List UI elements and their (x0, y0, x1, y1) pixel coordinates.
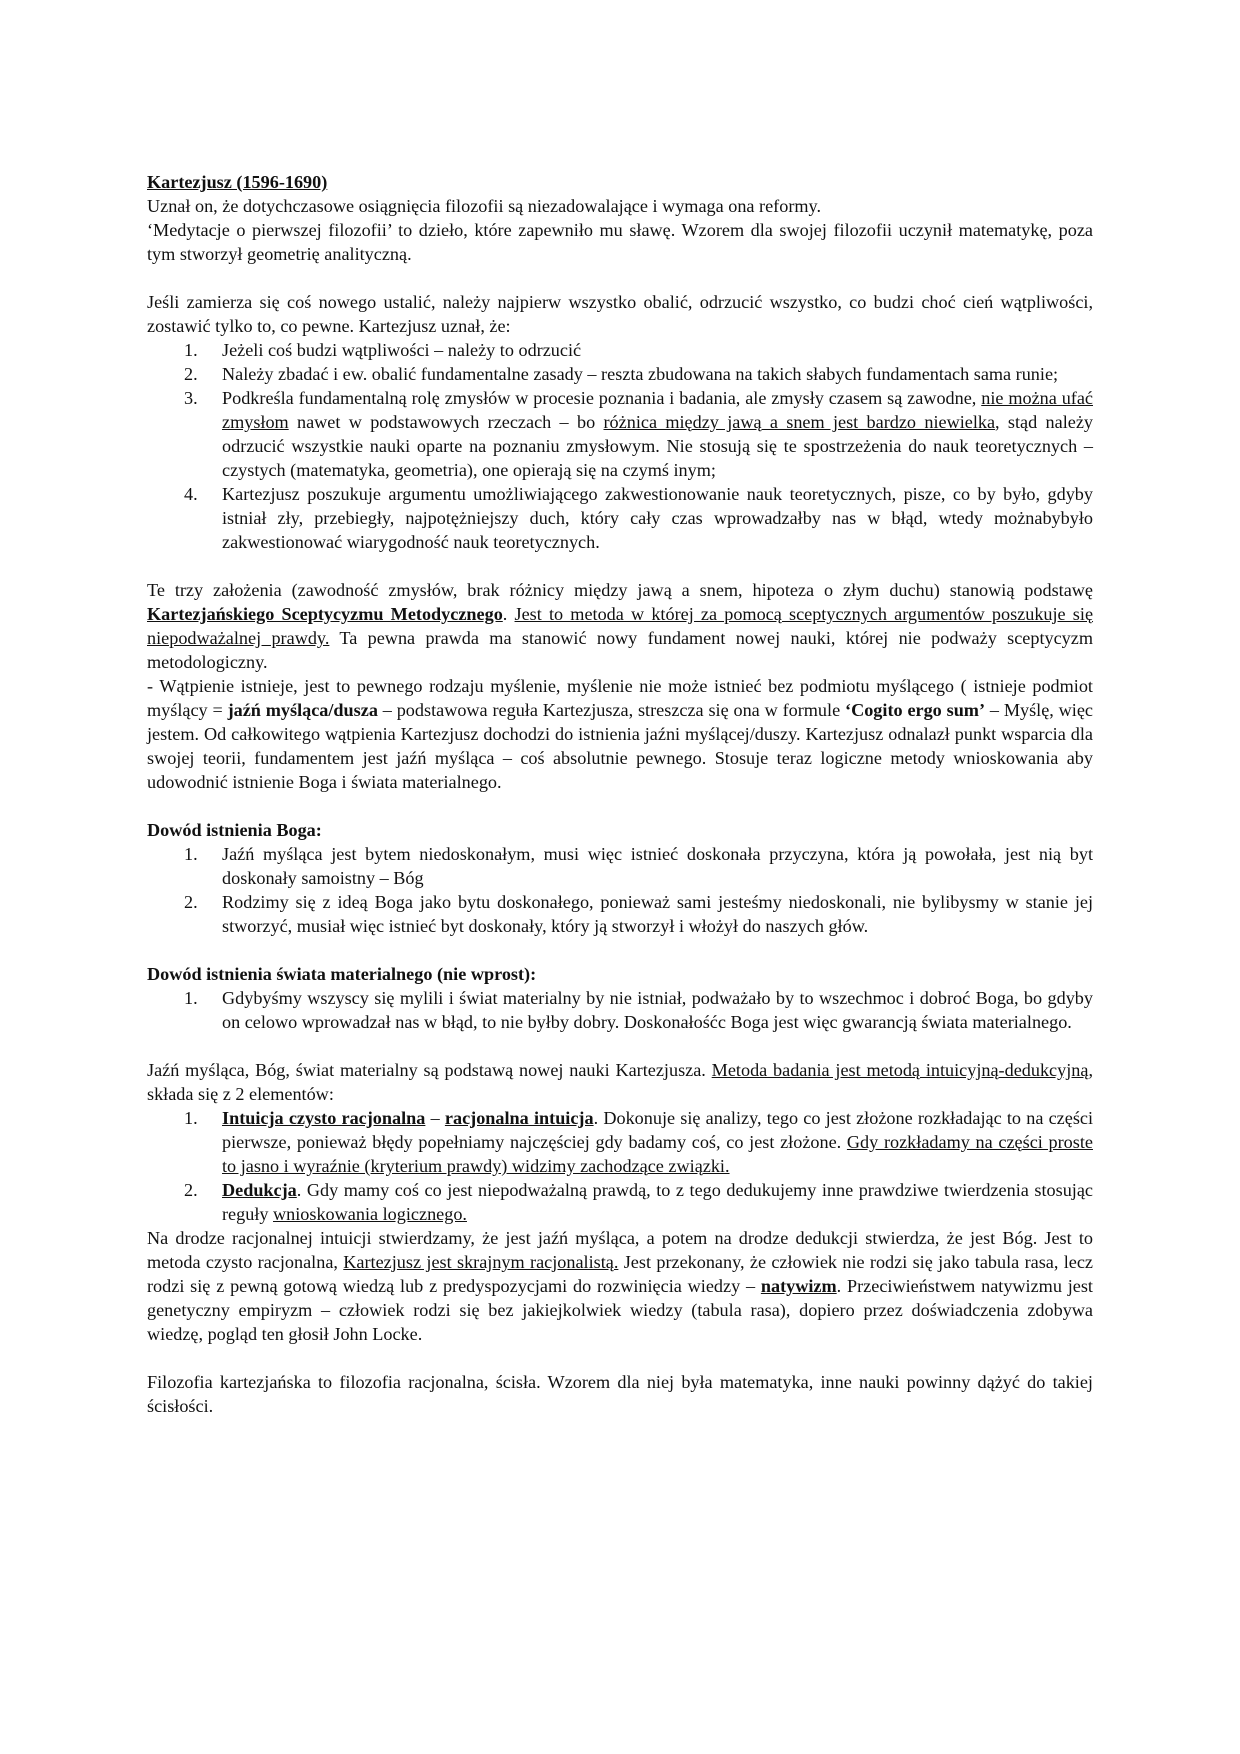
spacer (147, 794, 1093, 818)
spacer (147, 1346, 1093, 1370)
underlined-phrase: nie można ufać zmysłom (222, 388, 1093, 432)
god-proof-heading: Dowód istnienia Boga: (147, 820, 322, 840)
list-number: 2. (184, 892, 198, 912)
method-list (147, 1106, 1093, 1226)
text-run: Ta pewna prawda ma stanowić nowy fundament nowej nauki, której nie podważy sceptycyzm metodologiczny. (147, 628, 1093, 672)
list-item-text: Należy zbadać i ew. obalić fundamentalne zasady – reszta zbudowana na takich słabych fundamentach sama runie; (222, 364, 1059, 384)
list-item (147, 1106, 1093, 1178)
list-item-text: Jaźń myśląca jest bytem niedoskonałym, musi więc istnieć doskonała przyczyna, która ją powołała, jest nią byt doskonały samoistny – Bóg (222, 844, 1093, 888)
cogito-paragraph (147, 674, 1093, 794)
list-item-text: , stąd należy odrzucić wszystkie nauki oparte na poznaniu zmysłowym. Nie stosują się te spostrzeżenia do nauk teoretycznych – czystych (matematyka, geometria), one opierają się na czymś inym; (222, 412, 1093, 480)
list-number: 3. (184, 388, 198, 408)
list-item (147, 1178, 1093, 1226)
underlined-phrase: wnioskowania logicznego. (273, 1204, 467, 1224)
list-item (147, 482, 1093, 554)
god-proof-list (147, 842, 1093, 938)
underlined-phrase: różnica między jawą a snem jest bardzo niewielka (603, 412, 996, 432)
list-item-text: Kartezjusz poszukuje argumentu umożliwiającego zakwestionowanie nauk teoretycznych, pisze, co by było, gdyby istniał zły, przebiegły, najpotężniejszy duch, który cały czas wprowadzałby nas w błąd, wtedy możnabybyło zakwestionować wiarygodność nauk teoretycznych. (222, 484, 1093, 552)
bold-underlined-term: racjonalna intuicja (444, 1108, 594, 1128)
doubt-list (147, 338, 1093, 554)
method-paragraph (147, 1058, 1093, 1106)
list-item (147, 842, 1093, 890)
text-run: – podstawowa reguła Kartezjusza, streszcza się ona w formule (377, 700, 846, 720)
doubt-paragraph: Jeśli zamierza się coś nowego ustalić, należy najpierw wszystko obalić, odrzucić wszystko, co budzi choć cień wątpliwości, zostawić tylko to, co pewne. Kartezjusz uznał, że: (147, 292, 1093, 336)
text-run: . Dokonuje się analizy, tego co jest złożone rozkładając to na części pierwsze, ponieważ błędy popełniamy najczęściej gdy badamy coś, co jest złożone. (222, 1108, 1094, 1152)
list-number: 1. (184, 844, 198, 864)
intro-line-1: Uznał on, że dotychczasowe osiągnięcia filozofii są niezadowalające i wymaga ona reformy. (147, 196, 821, 216)
intro-line-2: ‘Medytacje o pierwszej filozofii’ to dzieło, które zapewniło mu sławę. Wzorem dla swojej filozofii uczynił matematykę, poza tym stworzył geometrię analityczną. (147, 220, 1093, 264)
list-item (147, 986, 1093, 1034)
spacer (147, 938, 1093, 962)
bold-term: jaźń myśląca/dusza (227, 700, 378, 720)
rationalism-paragraph (147, 1226, 1093, 1346)
underlined-phrase: Kartezjusz jest skrajnym racjonalistą. (343, 1252, 619, 1272)
conclusion-paragraph: Filozofia kartezjańska to filozofia racjonalna, ścisła. Wzorem dla niej była matematyka, inne nauki powinny dążyć do takiej ścisłości. (147, 1372, 1093, 1416)
bold-underlined-term: natywizm (760, 1276, 837, 1296)
bold-underlined-term: Intuicja czysto racjonalna (222, 1108, 426, 1128)
list-number: 2. (184, 364, 198, 384)
list-number: 2. (184, 1180, 198, 1200)
list-number: 1. (184, 1108, 198, 1128)
bold-underlined-term: Kartezjańskiego Sceptycyzmu Metodycznego (147, 604, 503, 624)
bold-underlined-term: Dedukcja (222, 1180, 297, 1200)
world-proof-heading: Dowód istnienia świata materialnego (nie wprost): (147, 964, 537, 984)
text-run: Te trzy założenia (zawodność zmysłów, brak różnicy między jawą a snem, hipoteza o złym duchu) stanowią podstawę (147, 580, 1093, 600)
text-run: – (425, 1108, 445, 1128)
list-item-text: Podkreśla fundamentalną rolę zmysłów w procesie poznania i badania, ale zmysły czasem są zawodne, (222, 388, 982, 408)
bold-term: ‘Cogito ergo sum’ (845, 700, 986, 720)
list-item (147, 338, 1093, 362)
spacer (147, 554, 1093, 578)
list-item-text: Rodzimy się z ideą Boga jako bytu doskonałego, ponieważ sami jesteśmy niedoskonali, nie bylibysmy w stanie jej stworzyć, musiał więc istnieć byt doskonały, który ją stworzył i włożył do naszych głów. (222, 892, 1093, 936)
text-run: Na drodze racjonalnej intuicji stwierdzamy, że jest jaźń myśląca, a potem na drodze dedukcji stwierdza, że jest Bóg. Jest to metoda czysto racjonalna, (147, 1228, 1093, 1272)
list-item-text: Jeżeli coś budzi wątpliwości – należy to odrzucić (222, 340, 582, 360)
document-page (147, 170, 1093, 1418)
world-proof-list (147, 986, 1093, 1034)
text-run: Jaźń myśląca, Bóg, świat materialny są podstawą nowej nauki Kartezjusza. (147, 1060, 712, 1080)
list-number: 4. (184, 484, 198, 504)
list-item (147, 890, 1093, 938)
skepticism-paragraph (147, 578, 1093, 674)
list-item (147, 362, 1093, 386)
text-run: . Gdy mamy coś co jest niepodważalną prawdą, to z tego dedukujemy inne prawdziwe twierdzenia stosując reguły (222, 1180, 1093, 1224)
underlined-phrase: Metoda badania jest metodą intuicyjną-dedukcyjną (711, 1060, 1089, 1080)
text-run: - Wątpienie istnieje, jest to pewnego rodzaju myślenie, myślenie nie może istnieć bez podmiotu myślącego ( istnieje podmiot myślący = (147, 676, 1093, 720)
underlined-phrase: Gdy rozkładamy na części proste to jasno i wyraźnie (kryterium prawdy) widzimy zachodzące związki. (222, 1132, 1093, 1176)
underlined-phrase: Jest to metoda w której za pomocą sceptycznych argumentów poszukuje się niepodważalnej prawdy. (147, 604, 1094, 648)
text-run: , składa się z 2 elementów: (147, 1060, 1093, 1104)
text-run: Jest przekonany, że człowiek nie rodzi się jako tabula rasa, lecz rodzi się z pewną gotową wiedzą lub z predyspozycjami do rozwinięcia wiedzy – (147, 1252, 1094, 1296)
spacer (147, 1034, 1093, 1058)
list-item-text: nawet w podstawowych rzeczach – bo (288, 412, 604, 432)
text-run: . (502, 604, 515, 624)
text-run: . Przeciwieństwem natywizmu jest genetyczny empiryzm – człowiek rodzi się bez jakiejkolwiek wiedzy (tabula rasa), dopiero przez doświadczenia zdobywa wiedzę, pogląd ten głosił John Locke. (147, 1276, 1093, 1344)
text-run: – Myślę, więc jestem. Od całkowitego wątpienia Kartezjusz dochodzi do istnienia jaźni myślącej/duszy. Kartezjusz odnalazł punkt wsparcia dla swojej teorii, fundamentem jest jaźń myśląca – coś absolutnie pewnego. Stosuje teraz logiczne metody wnioskowania aby udowodnić istnienie Boga i świata materialnego. (147, 700, 1094, 792)
spacer (147, 266, 1093, 290)
list-item (147, 386, 1093, 482)
document-title: Kartezjusz (1596-1690) (147, 172, 328, 192)
list-number: 1. (184, 340, 198, 360)
list-number: 1. (184, 988, 198, 1008)
list-item-text: Gdybyśmy wszyscy się mylili i świat materialny by nie istniał, podważało by to wszechmoc i dobroć Boga, bo gdyby on celowo wprowadzał nas w błąd, to nie byłby dobry. Doskonałośćc Boga jest więc gwarancją świata materialnego. (222, 988, 1093, 1032)
